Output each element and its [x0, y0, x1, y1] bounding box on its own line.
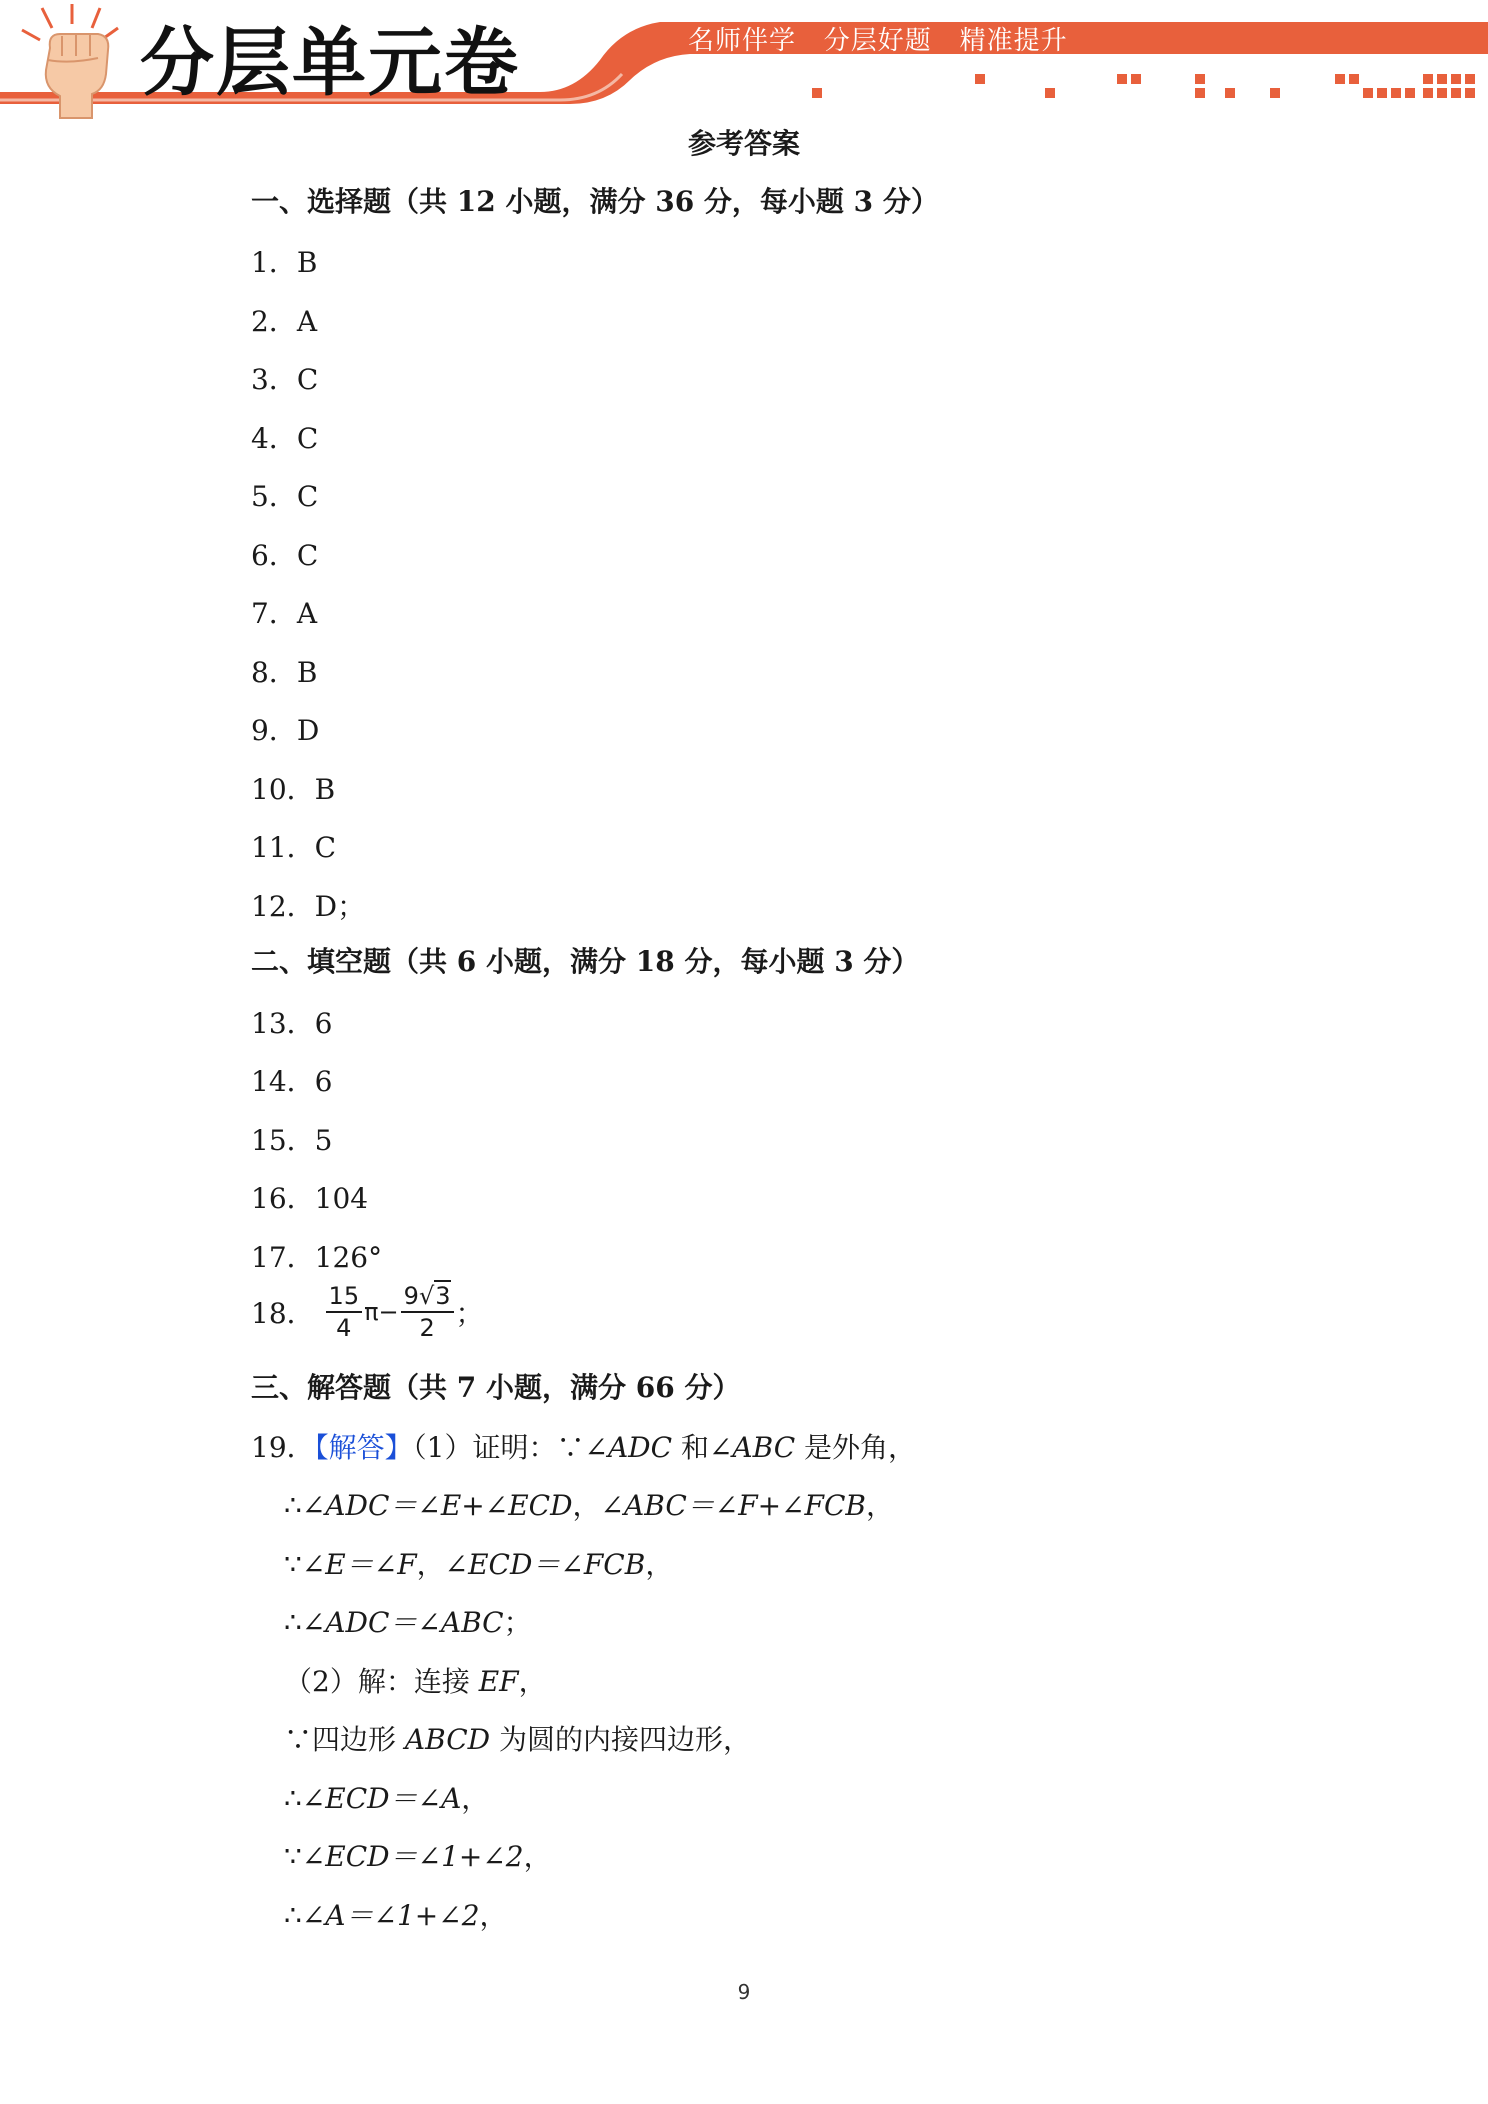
- item-answer: B: [314, 773, 336, 806]
- q19-line-5: [284, 1718, 751, 1758]
- item-number: 8．: [251, 656, 297, 689]
- fraction-numerator: 15: [326, 1284, 363, 1313]
- decorative-squares: [812, 74, 1475, 98]
- radical-sign: √: [418, 1282, 435, 1310]
- text: ，: [645, 1548, 674, 1581]
- section-heading-solve: 三、解答题（共 7 小题，满分 66 分）: [251, 1371, 741, 1404]
- item-number: 2．: [251, 305, 297, 338]
- answer-item: [251, 300, 317, 340]
- item-answer: A: [296, 305, 318, 338]
- text: 为圆的内接四边形，: [490, 1723, 752, 1756]
- text: ，: [523, 1840, 552, 1873]
- math-text: ∠A＝∠1+∠2: [301, 1899, 480, 1932]
- item-number: 3．: [251, 363, 297, 396]
- answer-item: [251, 475, 318, 515]
- math-text: ABCD: [404, 1723, 491, 1756]
- text: 是外角，: [795, 1431, 917, 1464]
- q19-line-3: [284, 1601, 532, 1641]
- slogan: 名师伴学 分层好题 精准提升: [688, 26, 1068, 56]
- fraction-1: [326, 1284, 363, 1340]
- radical-coefficient: 9: [403, 1282, 419, 1310]
- text: ，: [866, 1489, 895, 1522]
- math-text: ∠E＝∠F: [301, 1548, 417, 1581]
- answer-item: [251, 651, 317, 691]
- answer-item: [251, 885, 365, 925]
- item-answer: 5: [314, 1124, 333, 1157]
- fraction-denominator: 2: [419, 1314, 435, 1342]
- item-answer: C: [296, 422, 319, 455]
- item-number: 5．: [251, 480, 297, 513]
- item-answer: D: [296, 714, 320, 747]
- text: ∴: [284, 1489, 302, 1522]
- math-text: ∠ADC＝∠ABC: [301, 1606, 504, 1639]
- text: ∵四边形: [284, 1723, 405, 1756]
- text: 和: [672, 1431, 709, 1464]
- page-title: 参考答案: [687, 127, 800, 160]
- section-heading-choice: 一、选择题（共 12 小题，满分 36 分，每小题 3 分）: [251, 185, 939, 218]
- q19-line-8: [284, 1894, 508, 1934]
- math-text: ∠ECD＝∠A: [301, 1782, 462, 1815]
- q19-line-0: [251, 1426, 916, 1466]
- item-number: 6．: [251, 539, 297, 572]
- text: ；: [503, 1606, 532, 1639]
- text: ∵: [284, 1840, 302, 1873]
- item-answer: 6: [314, 1065, 333, 1098]
- brand-title: 分层单元卷: [140, 20, 520, 106]
- math-text: ∠ABC: [708, 1431, 796, 1464]
- fraction-denominator: 4: [336, 1314, 352, 1342]
- answer-item: [251, 358, 318, 398]
- item-number: 18．: [251, 1297, 315, 1330]
- math-text: ∠ADC＝∠E+∠ECD: [301, 1489, 573, 1522]
- item-answer: 126°: [314, 1241, 383, 1274]
- text: ∵: [284, 1548, 302, 1581]
- page-number: 9: [737, 1980, 751, 2004]
- answer-item-q18: [251, 1284, 484, 1340]
- item-answer: C: [296, 539, 319, 572]
- answer-item: [251, 1177, 368, 1217]
- math-text: ∠ECD＝∠FCB: [444, 1548, 646, 1581]
- answer-item: [251, 592, 317, 632]
- item-answer: B: [296, 656, 318, 689]
- radicand: 3: [435, 1282, 451, 1310]
- item-answer: 104: [314, 1182, 369, 1215]
- item-number: 14．: [251, 1065, 315, 1098]
- math-text: EF: [478, 1665, 519, 1698]
- item-number: 9．: [251, 714, 297, 747]
- text: ∴: [284, 1606, 302, 1639]
- fraction-2: [401, 1284, 454, 1340]
- text: ，: [518, 1665, 547, 1698]
- math-text: ∠ECD＝∠1+∠2: [301, 1840, 524, 1873]
- item-answer: C: [296, 363, 319, 396]
- item-number: 17．: [251, 1241, 315, 1274]
- text: ，: [572, 1489, 601, 1522]
- answer-item: [251, 1002, 332, 1042]
- header-banner: [0, 0, 1488, 120]
- text: ∴: [284, 1899, 302, 1932]
- item-number: 12．: [251, 890, 315, 923]
- q19-line-1: [284, 1484, 894, 1524]
- item-number: 16．: [251, 1182, 315, 1215]
- q19-line-4: [284, 1660, 547, 1700]
- item-number: 13．: [251, 1007, 315, 1040]
- text: （2）解：连接: [284, 1665, 479, 1698]
- item-answer: 6: [314, 1007, 333, 1040]
- item-number: 15．: [251, 1124, 315, 1157]
- q19-line-2: [284, 1543, 673, 1583]
- item-number: 1．: [251, 246, 297, 279]
- pi-symbol: π: [364, 1298, 379, 1326]
- item-answer: B: [296, 246, 318, 279]
- item-number: 11．: [251, 831, 315, 864]
- item-answer: A: [296, 597, 318, 630]
- item-number: 4．: [251, 422, 297, 455]
- item-number: 7．: [251, 597, 297, 630]
- answer-item: [251, 1060, 332, 1100]
- answer-item: [251, 1119, 332, 1159]
- answer-tag: 【解答】: [314, 1431, 413, 1464]
- item-answer: D；: [314, 890, 366, 923]
- answer-item: [251, 768, 335, 808]
- q19-line-7: [284, 1835, 552, 1875]
- text: ，: [479, 1899, 508, 1932]
- item-answer: C: [296, 480, 319, 513]
- section-heading-fill: 二、填空题（共 6 小题，满分 18 分，每小题 3 分）: [251, 945, 920, 978]
- math-text: ∠ADC: [584, 1431, 673, 1464]
- answer-item: [251, 241, 317, 281]
- math-text: ∠ABC＝∠F+∠FCB: [600, 1489, 866, 1522]
- item-number: 19．: [251, 1431, 315, 1464]
- answer-item: [251, 534, 318, 574]
- minus-sign: −: [378, 1298, 399, 1326]
- text: ，: [416, 1548, 445, 1581]
- answer-item: [251, 709, 319, 749]
- item-number: 10．: [251, 773, 315, 806]
- item-answer: C: [314, 831, 337, 864]
- answer-item: [251, 826, 336, 866]
- q19-line-6: [284, 1777, 489, 1817]
- item-end: ；: [455, 1297, 484, 1330]
- text: （1）证明：∵: [412, 1431, 585, 1464]
- text: ∴: [284, 1782, 302, 1815]
- answer-item: [251, 1236, 382, 1276]
- text: ，: [461, 1782, 490, 1815]
- answer-item: [251, 417, 318, 457]
